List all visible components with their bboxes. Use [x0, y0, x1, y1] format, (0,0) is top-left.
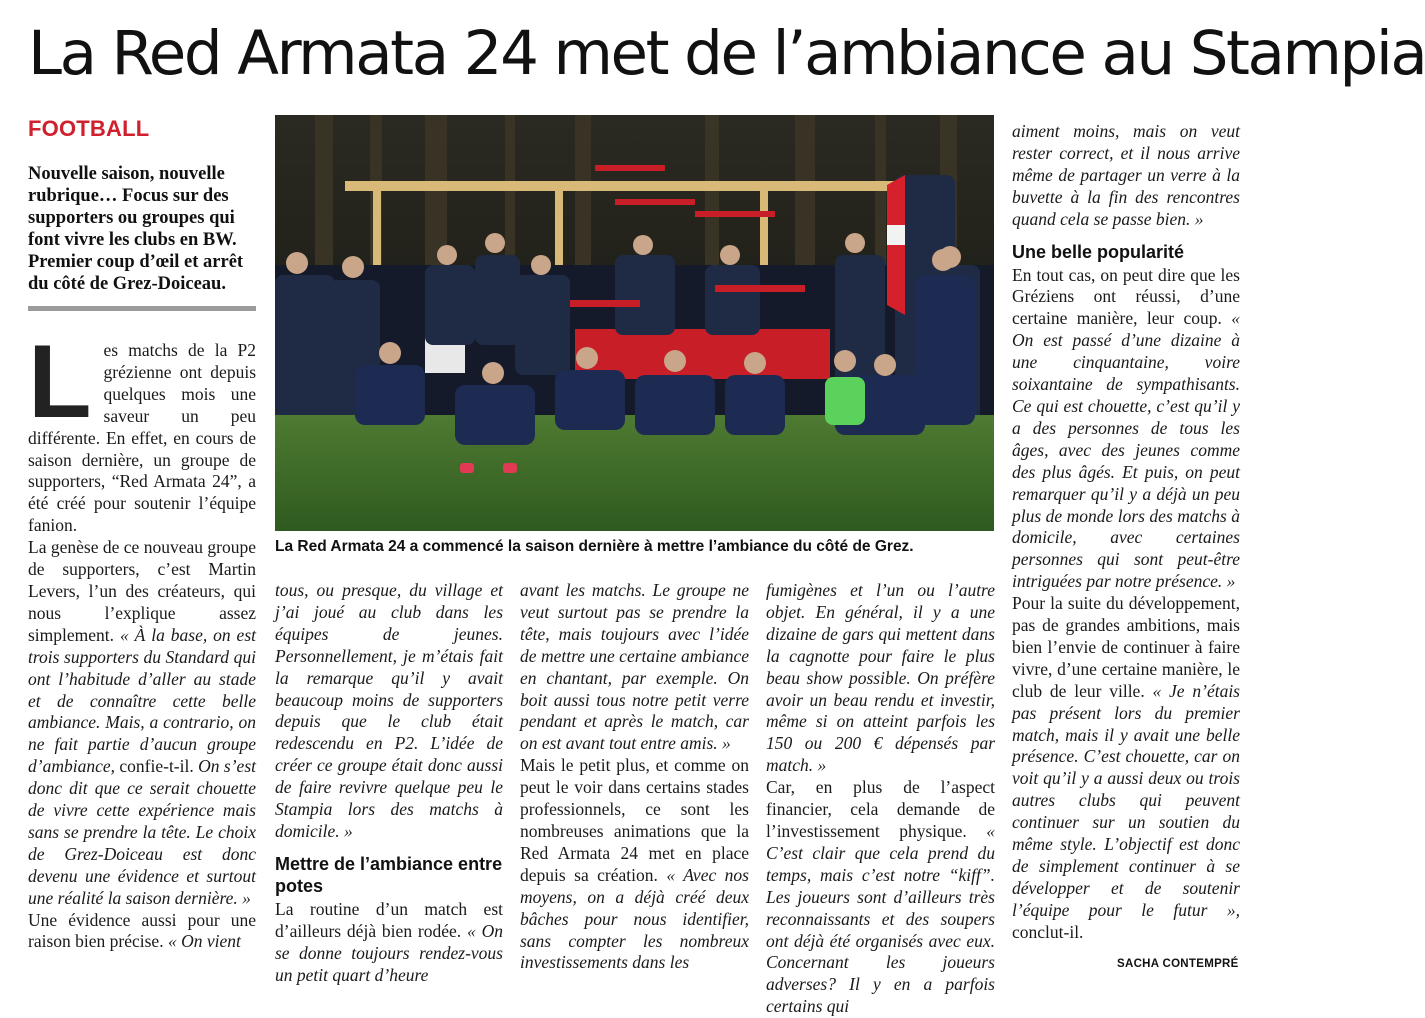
- text-column-5: [1012, 121, 1240, 953]
- paragraph: En tout cas, on peut dire que les Gréziens ont réussi, d’une certaine manière, leur coup. « On est passé d’une dizaine à une cinquantaine, voire soixantaine de sympathisants. Ce qui est chouette, c’est qu’il y a des personnes de tous les âges, avec des jeunes comme des plus âgés. Et puis, on peut remarquer qu’il y a déjà un peu plus de monde lors des matchs à domicile, avec certaines personnes qui sont peut-être intriguées par notre présence. »: [1012, 264, 1240, 592]
- paragraph: tous, ou presque, du village et j’ai joué au club dans les équipes de jeunes. Personnellement, je m’étais fait la remarque qu’il y avait beaucoup moins de supporters depuis que le club était redescendu en P2. L’idée de créer ce groupe était donc aussi de faire revivre quelque peu le Stampia lors des matchs à domicile. »: [275, 580, 503, 841]
- text-column-2: [275, 580, 503, 985]
- article-photo: [275, 115, 994, 531]
- supporters-group-photo: [275, 115, 994, 531]
- drop-cap: L: [28, 324, 92, 440]
- paragraph: Les matchs de la P2 grézienne ont depuis quelques mois une saveur un peu différente. En effet, en cours de saison dernière, un groupe de supporters, “Red Armata 24”, a été créé pour soutenir l’équipe fanion.: [28, 324, 256, 536]
- rubric-label: FOOTBALL: [28, 116, 150, 141]
- paragraph: Car, en plus de l’aspect financier, cela demande de l’investissement physique. « C’est clair que cela prend du temps, mais c’est notre “kiff”. Les joueurs sont d’ailleurs très reconnaissants et des soupers ont déjà été organisés avec eux. Concernant les joueurs adverses? Il y en a parfois certains qui: [766, 777, 995, 1017]
- article-intro: Nouvelle saison, nouvelle rubrique… Focus sur des supporters ou groupes qui font vivre les clubs en BW. Premier coup d’œil et arrêt du côté de Grez-Doiceau.: [28, 164, 244, 294]
- text-column-1: [28, 324, 257, 976]
- intro-divider: [28, 306, 256, 311]
- paragraph: La genèse de ce nouveau groupe de supporters, c’est Martin Levers, l’un des créateurs, qui nous l’explique assez simplement. « À la base, on est trois supporters du Standard qui ont l’habitude d’aller au stade et de connaître cette belle ambiance. Mais, a contrario, on ne fait partie d’aucun groupe d’ambiance, confie-t-il. On s’est donc dit que ce serait chouette de vivre cette expérience mais sans se prendre la tête. Le choix de Grez-Doiceau est donc devenu une évidence et surtout une réalité la saison dernière. »: [28, 537, 257, 908]
- text-column-4: [766, 580, 995, 1017]
- paragraph: Une évidence aussi pour une raison bien précise. « On vient: [28, 909, 256, 952]
- paragraph: Mais le petit plus, et comme on peut le voir dans certains stades professionnels, ce sont les nombreuses animations que la Red Armata 24 met en place depuis sa création. « Avec nos moyens, on a déjà créé deux bâches pour nous identifier, sans compter les nombreux investissements dans les: [520, 755, 749, 973]
- paragraph: avant les matchs. Le groupe ne veut surtout pas se prendre la tête, mais toujours avec l’idée de mettre une certaine ambiance en chantant, par exemple. On boit aussi tous notre petit verre pendant et après le match, car on est avant tout entre amis. »: [520, 580, 749, 754]
- text-column-3: [520, 580, 749, 976]
- paragraph: fumigènes et l’un ou l’autre objet. En général, il y a une dizaine de gars qui mettent dans la cagnotte pour faire le plus beau show possible. On préfère avoir un beau rendu et investir, même si on atteint parfois les 150 ou 200 € dépensés par match. »: [766, 580, 995, 776]
- paragraph: La routine d’un match est d’ailleurs déjà bien rodée. « On se donne toujours rendez-vous un petit quart d’heure: [275, 898, 503, 985]
- subheading: Une belle popularité: [1012, 241, 1185, 262]
- author-byline: SACHA CONTEMPRÉ: [1117, 958, 1239, 970]
- paragraph: Pour la suite du développement, pas de grandes ambitions, mais bien l’envie de continuer à faire vivre, d’une certaine manière, le club de leur ville. « Je n’étais pas présent lors du premier match, mais il y avait une belle présence. C’est chouette, car on voit qu’il y a aussi deux ou trois autres clubs qui peuvent continuer sur un soutien du même style. L’objectif est donc de simplement continuer à se développer et de soutenir l’équipe pour le futur », conclut-il.: [1012, 593, 1240, 942]
- photo-caption: La Red Armata 24 a commencé la saison dernière à mettre l’ambiance du côté de Grez.: [275, 538, 914, 555]
- article-headline: La Red Armata 24 met de l’ambiance au Stampia: [28, 18, 1425, 89]
- paragraph: aiment moins, mais on veut rester correct, et il nous arrive même de partager un verre à la buvette à la fin des rencontres quand cela se passe bien. »: [1012, 121, 1240, 229]
- subheading: Mettre de l’ambiance entre potes: [275, 853, 503, 896]
